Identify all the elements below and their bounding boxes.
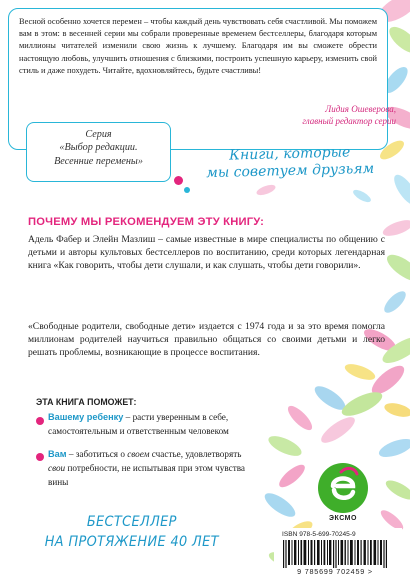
help-item-parent-text-a: – заботиться о xyxy=(66,449,128,459)
slogan-line-1: Книги, которые xyxy=(228,144,351,164)
series-line-3: Весенние перемены» xyxy=(54,155,143,167)
signature xyxy=(302,103,396,127)
help-item-parent-emph-own: своем xyxy=(127,449,150,459)
isbn-text: ISBN 978-5-699-70245-9 xyxy=(282,531,356,538)
help-item-parent-text-e: потребности, не испытывая при этом чувства вины xyxy=(48,462,246,487)
barcode-number: 9 785699 702459 > xyxy=(297,567,373,576)
intro-text: Весной особенно хочется перемен – чтобы каждый день чувствовать себя счастливой. Мы поможем вам в этом: в весенней серии мы собрали проверенные временем бестселлеры, благодаря которым миллионы читателей изменили свою жизнь к лучшему. Благодаря им вы сможете обрести настоящую любовь, улучшить отношения с близкими, построить успешную карьеру, изменить свой стиль и даже похудеть. Читайте, вдохновляйтесь, будьте счастливы! xyxy=(19,17,377,75)
series-box xyxy=(26,122,171,182)
slogan-line-2: мы советуем друзьям xyxy=(206,160,375,182)
help-item-parent-text-c: счастье, удовлетворять xyxy=(149,449,242,459)
series-line-2: «Выбор редакции. xyxy=(59,142,138,154)
helps-heading: ЭТА КНИГА ПОМОЖЕТ: xyxy=(36,397,137,407)
pink-dot-large xyxy=(174,176,183,185)
barcode-icon xyxy=(283,540,387,568)
help-item-child-lead: Вашему ребенку xyxy=(48,412,124,422)
bullet-1 xyxy=(36,417,44,425)
why-heading: ПОЧЕМУ МЫ РЕКОМЕНДУЕМ ЭТУ КНИГУ: xyxy=(28,216,265,228)
bestseller-line-1: БЕСТСЕЛЛЕР xyxy=(86,514,177,530)
publisher-name: ЭКСМО xyxy=(329,515,357,522)
eksmo-logo-icon xyxy=(317,462,369,514)
blue-dot-small xyxy=(184,187,190,193)
help-item-child xyxy=(48,411,258,439)
bestseller-line-2: НА ПРОТЯЖЕНИЕ 40 ЛЕТ xyxy=(44,534,219,550)
help-item-child-text: – расти уверенным в себе, самостоятельным и ответственным человеком xyxy=(48,412,229,436)
help-item-parent xyxy=(48,448,258,489)
why-paragraph-1: Адель Фабер и Элейн Мазлиш – самые известные в мире специалисты по общению с детьми и авторы культовых бестселлеров по воспитанию, среди которых легендарная книга «Как говорить, чтобы дети слушали, и как слушать, чтобы дети говорили». xyxy=(28,234,385,272)
slogan xyxy=(190,143,391,182)
signature-role: главный редактор серии xyxy=(302,116,396,126)
help-item-parent-lead: Вам xyxy=(48,449,67,459)
series-line-1: Серия xyxy=(85,129,112,140)
bullet-2 xyxy=(36,453,44,461)
help-item-parent-emph-own-needs: свои xyxy=(48,462,66,473)
signature-name: Лидия Ошеверова, xyxy=(325,104,396,114)
why-paragraph-2: «Свободные родители, свободные дети» издается с 1974 года и за это время помогла миллионам родителей научиться правильно общаться со своими детьми и легко решать проблемы, возникающие в процессе воспитания. xyxy=(28,321,385,359)
bestseller-banner xyxy=(26,512,238,552)
